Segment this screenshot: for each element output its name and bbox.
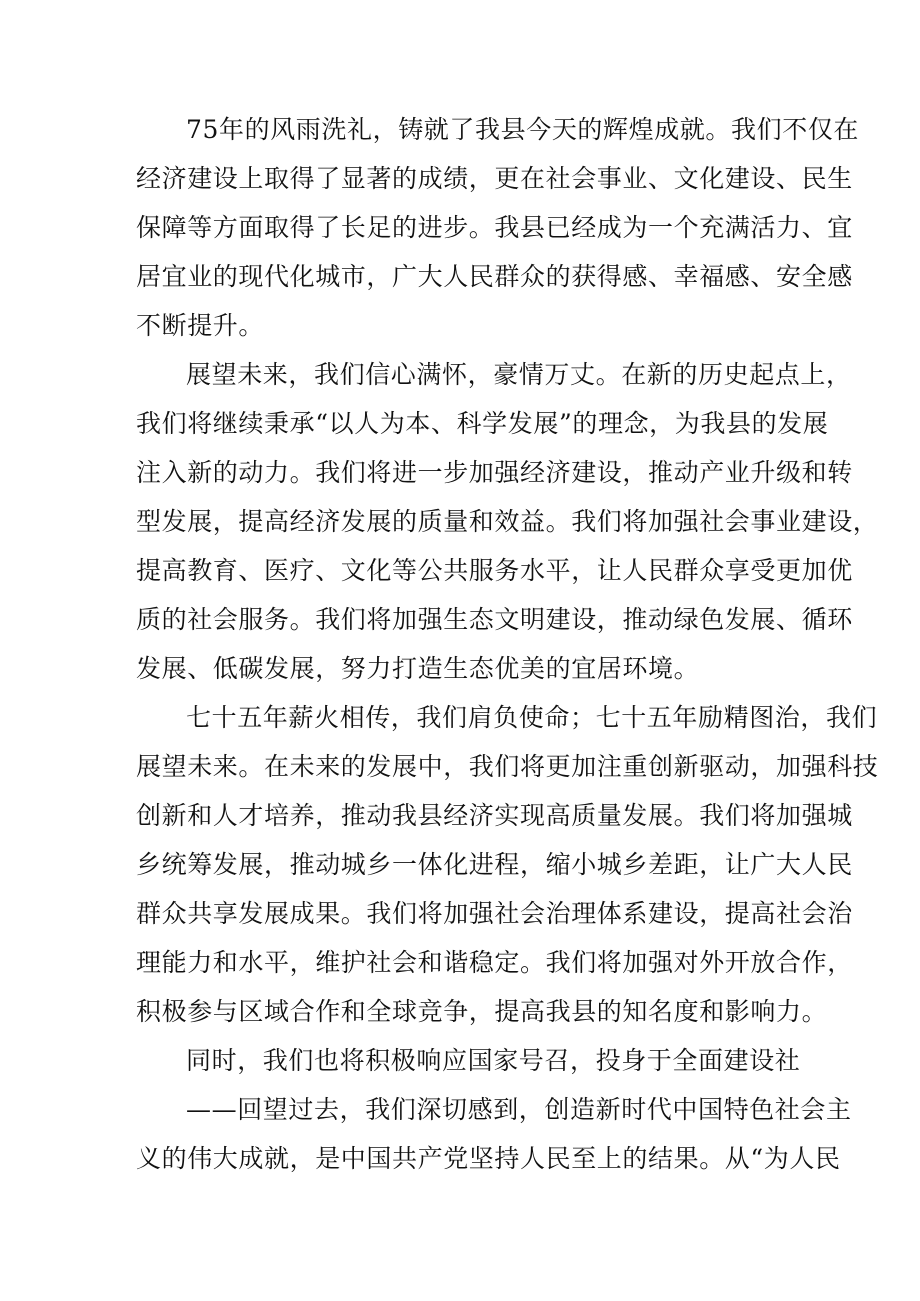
paragraph-line: 不断提升。 bbox=[136, 311, 265, 340]
paragraph-line: ——回望过去，我们深切感到，创造新时代中国特色社会主 bbox=[186, 1095, 852, 1124]
paragraph-line: 积极参与区域合作和全球竞争，提高我县的知名度和影响力。 bbox=[136, 997, 828, 1026]
paragraph-line: 理能力和水平，维护社会和谐稳定。我们将加强对外开放合作， bbox=[136, 948, 853, 977]
paragraph-line: 我们将继续秉承“以人为本、科学发展”的理念，为我县的发展 bbox=[136, 409, 829, 438]
paragraph-line: 创新和人才培养，推动我县经济实现高质量发展。我们将加强城 bbox=[136, 801, 853, 830]
paragraph-line: 群众共享发展成果。我们将加强社会治理体系建设，提高社会治 bbox=[136, 899, 853, 928]
paragraph-line: 保障等方面取得了长足的进步。我县已经成为一个充满活力、宜 bbox=[136, 213, 853, 242]
paragraph-line: 乡统筹发展，推动城乡一体化进程，缩小城乡差距，让广大人民 bbox=[136, 850, 853, 879]
paragraph-line: 七十五年薪火相传，我们肩负使命；七十五年励精图治，我们 bbox=[186, 703, 878, 732]
paragraph-line: 同时，我们也将积极响应国家号召，投身于全面建设社 bbox=[186, 1046, 801, 1075]
paragraph-line: 质的社会服务。我们将加强生态文明建设，推动绿色发展、循环 bbox=[136, 605, 853, 634]
paragraph-line: 发展、低碳发展，努力打造生态优美的宜居环境。 bbox=[136, 654, 700, 683]
paragraph-line: 型发展，提高经济发展的质量和效益。我们将加强社会事业建设， bbox=[136, 507, 879, 536]
paragraph-line: 居宜业的现代化城市，广大人民群众的获得感、幸福感、安全感 bbox=[136, 262, 853, 291]
paragraph-line: 展望未来。在未来的发展中，我们将更加注重创新驱动，加强科技 bbox=[136, 752, 879, 781]
paragraph-line: 义的伟大成就，是中国共产党坚持人民至上的结果。从“为人民 bbox=[136, 1144, 841, 1173]
paragraph-line: 展望未来，我们信心满怀，豪情万丈。在新的历史起点上， bbox=[186, 360, 852, 389]
paragraph-line: 75年的风雨洗礼，铸就了我县今天的辉煌成就。我们不仅在 bbox=[186, 115, 860, 144]
paragraph-line: 注入新的动力。我们将进一步加强经济建设，推动产业升级和转 bbox=[136, 458, 853, 487]
paragraph-line: 经济建设上取得了显著的成绩，更在社会事业、文化建设、民生 bbox=[136, 164, 853, 193]
paragraph-line: 提高教育、医疗、文化等公共服务水平，让人民群众享受更加优 bbox=[136, 556, 853, 585]
